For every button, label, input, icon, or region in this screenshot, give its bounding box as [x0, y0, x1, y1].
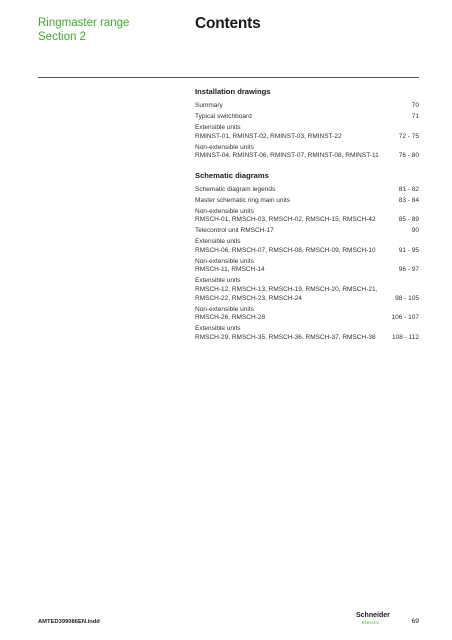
- toc-entry-label: Extensible units RMSCH-29, RMSCH-35, RMSCH-36, RMSCH-37, RMSCH-38: [195, 325, 376, 341]
- toc-entry-page: 83 - 84: [398, 196, 419, 204]
- toc-entry-page: 108 - 112: [392, 333, 419, 341]
- toc-entry-label: Telecontrol unit RMSCH-17: [195, 227, 274, 235]
- toc-entry[interactable]: [195, 113, 419, 122]
- toc-section: [195, 171, 419, 343]
- toc-entry-page: 98 - 105: [395, 294, 419, 302]
- section-title: Schematic diagrams: [195, 170, 269, 180]
- toc-entry-label: Extensible units RMINST-01, RMINST-02, RMINST-03, RMINST-22: [195, 123, 342, 140]
- toc-entry[interactable]: [195, 325, 419, 342]
- logo-wordmark: Schneider: [356, 612, 390, 619]
- range-name: Ringmaster range: [38, 17, 130, 29]
- toc-entry[interactable]: [195, 277, 419, 303]
- toc-entry-page: 91 - 95: [398, 246, 419, 254]
- toc-entry-label: Extensible units RMSCH-12, RMSCH-13, RMSCH-19, RMSCH-20, RMSCH-21, RMSCH-22, RMSCH-23, RMSCH-24: [195, 277, 378, 302]
- logo-subtext: Electric: [362, 620, 380, 625]
- toc-entry-label: Non-extensible units RMSCH-26, RMSCH-28: [195, 305, 266, 322]
- schneider-electric-logo: [356, 612, 388, 628]
- document-code: AMTED399086EN.indd: [38, 619, 100, 625]
- toc-entry-label: Typical switchboard: [195, 112, 252, 120]
- toc-entry[interactable]: [195, 186, 419, 195]
- toc-entry-label: Extensible units RMSCH-06, RMSCH-07, RMSCH-08, RMSCH-09, RMSCH-10: [195, 238, 376, 254]
- toc-entry[interactable]: [195, 197, 419, 206]
- toc-entry[interactable]: [195, 306, 419, 323]
- range-title: [38, 16, 168, 44]
- header-divider: [38, 77, 419, 78]
- toc-entry-page: 76 - 80: [398, 152, 419, 160]
- toc-entry-label: Non-extensible units RMSCH-01, RMSCH-03, RMSCH-02, RMSCH-15, RMSCH-42: [195, 207, 376, 224]
- toc-entry[interactable]: [195, 208, 419, 225]
- toc-entry[interactable]: [195, 124, 419, 141]
- toc-entry-page: 96 - 97: [398, 266, 419, 274]
- toc-entry-page: 106 - 107: [391, 314, 419, 322]
- toc-entry[interactable]: [195, 227, 419, 236]
- toc-entry-page: 81 - 82: [398, 185, 419, 193]
- toc-entry-label: Master schematic ring main units: [195, 196, 291, 204]
- toc-entry-label: Schematic diagram legends: [195, 185, 276, 193]
- toc-entry-page: 71: [411, 112, 419, 120]
- toc-entry[interactable]: [195, 144, 419, 161]
- toc-section: [195, 87, 419, 161]
- toc-entry-page: 90: [411, 227, 419, 235]
- section-title: Installation drawings: [195, 87, 271, 96]
- toc-entry[interactable]: [195, 102, 419, 111]
- toc-entry-label: Summary: [195, 102, 223, 109]
- toc-entry-page: 85 - 89: [398, 216, 419, 224]
- page-number: 69: [411, 618, 419, 625]
- toc-entry-page: 70: [411, 102, 419, 109]
- toc-entry[interactable]: [195, 258, 419, 275]
- toc-entry-label: Non-extensible units RMSCH-11, RMSCH-14: [195, 257, 265, 274]
- page-title: Contents: [195, 15, 261, 32]
- toc-entry[interactable]: [195, 238, 419, 255]
- toc-entry-label: Non-extensible units RMINST-04, RMINST-06, RMINST-07, RMINST-08, RMINST-11: [195, 143, 379, 160]
- section-name: Section 2: [38, 31, 86, 43]
- toc-entry-page: 72 - 75: [398, 132, 419, 140]
- table-of-contents: [195, 87, 419, 345]
